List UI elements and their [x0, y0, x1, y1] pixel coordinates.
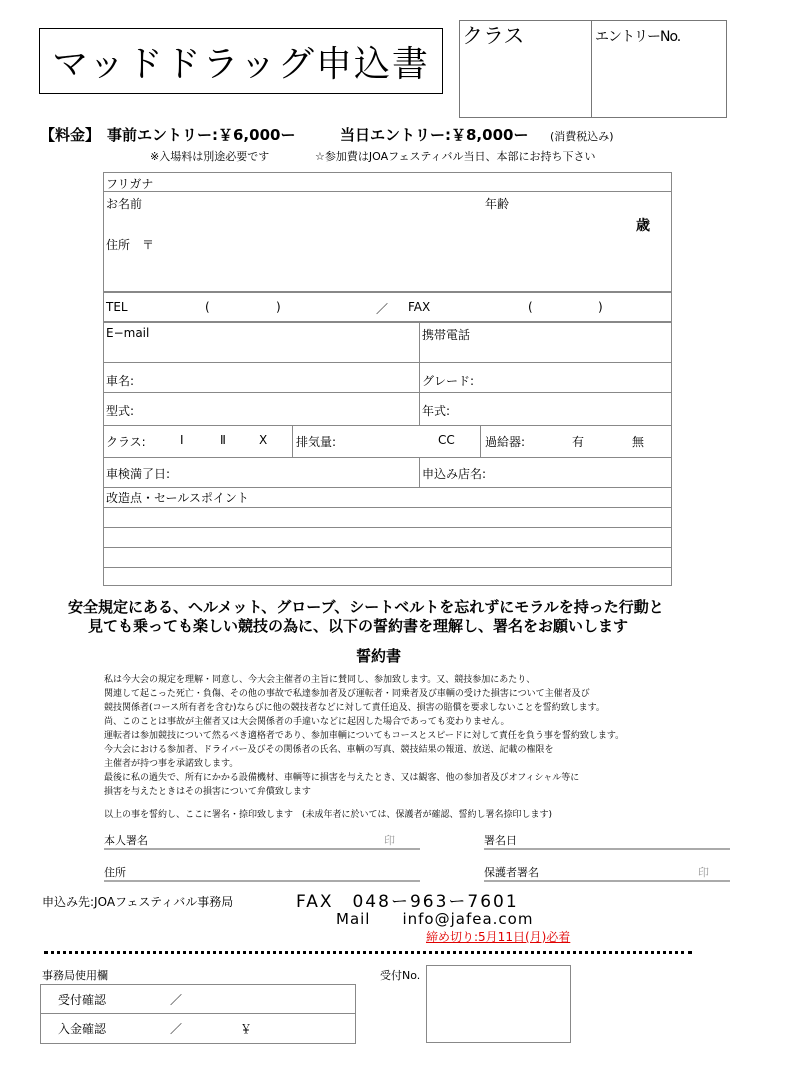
- contact-email: Mail info@jafea.com: [336, 910, 534, 928]
- class-option-1: Ⅰ: [180, 433, 184, 447]
- pledge-closing: 以上の事を誓約し、ここに署名・捺印致します (未成年者に於いては、保護者が確認、誓約し署名捺印します): [104, 810, 553, 820]
- pledge-title: 誓約書: [356, 647, 402, 665]
- car-name-label: 車名:: [106, 374, 135, 388]
- self-signature-label: 本人署名: [104, 834, 148, 847]
- pledge-line: 最後に私の過失で、所有にかかる設備機材、車輌等に損害を与えたとき、又は観客、他の参加者及びオフィシャル等に: [104, 773, 580, 783]
- class-option-x: X: [259, 433, 268, 447]
- entry-no-label: エントリーNo.: [595, 29, 681, 45]
- fax-paren-open: (: [528, 300, 533, 314]
- receipt-check-label: 受付確認: [58, 993, 107, 1007]
- tel-paren-close: ): [276, 300, 281, 314]
- office-use-label: 事務局使用欄: [42, 969, 108, 982]
- deadline: 締め切り:5月11日(月)必着: [426, 930, 571, 944]
- fax-label: FAX: [408, 300, 431, 314]
- pledge-line: 主催者が持つ事を承諾致します。: [104, 759, 239, 769]
- guardian-signature-label: 保護者署名: [484, 866, 539, 879]
- form-title: マッドドラッグ申込書: [39, 28, 443, 94]
- name-label: お名前: [106, 197, 143, 211]
- pledge-line: 損害を与えたときはその損害について弁償致します: [104, 787, 311, 797]
- fee-label: 【料金】: [40, 126, 101, 144]
- safety-line-1: 安全規定にある、ヘルメット、グローブ、シートベルトを忘れずにモラルを持った行動と: [68, 598, 664, 616]
- class-option-2: Ⅱ: [220, 433, 226, 447]
- tax-note: (消費税込み): [550, 130, 614, 143]
- pre-entry-fee: 事前エントリー:￥6,000ー: [107, 126, 296, 144]
- receipt-no-box: [426, 965, 571, 1043]
- year-label: 年式:: [422, 404, 451, 418]
- guardian-signature-line: [484, 880, 730, 882]
- address-label: 住所 〒: [106, 238, 155, 252]
- pledge-line: 尚、このことは事故が主催者又は大会関係者の手違いなどに起因した場合であっても変わりません。: [104, 717, 510, 727]
- yen-sign: ￥: [240, 1022, 253, 1036]
- grade-label: グレード:: [422, 374, 475, 388]
- self-signature-line: [104, 848, 420, 850]
- apply-to: 申込み先:JOAフェスティバル事務局: [42, 895, 234, 909]
- mods-label: 改造点・セールスポイント: [106, 491, 249, 505]
- tel-label: TEL: [106, 300, 128, 314]
- class-field-label: クラス:: [106, 435, 146, 449]
- email-label: E−mail: [106, 326, 150, 340]
- mobile-label: 携帯電話: [422, 328, 471, 342]
- safety-line-2: 見ても乗っても楽しい競技の為に、以下の誓約書を理解し、署名をお願いします: [88, 617, 629, 635]
- inspection-label: 車検満了日:: [106, 467, 171, 481]
- pledge-line: 運転者は参加競技について然るべき適格者であり、参加車輌についてもコースとスピードに対して責任を負う事を誓約致します。: [104, 731, 625, 741]
- model-label: 型式:: [106, 404, 135, 418]
- admission-note: ※入場料は別途必要です: [150, 150, 270, 163]
- pledge-line: 今大会における参加者、ドライバー及びその関係者の氏名、車輌の写真、競技結果の報道、放送、記載の権限を: [104, 745, 554, 755]
- cut-line: [44, 951, 692, 954]
- receipt-check-slash: ／: [170, 993, 183, 1007]
- supercharger-yes: 有: [572, 435, 585, 449]
- supercharger-no: 無: [632, 435, 645, 449]
- class-box-divider: [591, 20, 592, 118]
- payment-check-slash: ／: [170, 1022, 183, 1036]
- fax-paren-close: ): [598, 300, 603, 314]
- shop-label: 申込み店名:: [422, 467, 487, 481]
- supercharger-label: 過給器:: [485, 435, 526, 449]
- seal-mark: 印: [384, 834, 395, 847]
- receipt-no-label: 受付No.: [380, 969, 421, 982]
- signature-address-label: 住所: [104, 866, 126, 879]
- payment-note: ☆参加費はJOAフェスティバル当日、本部にお持ち下さい: [315, 150, 596, 163]
- pledge-line: 私は今大会の規定を理解・同意し、今大会主催者の主旨に賛同し、参加致します。又、競技参加にあたり、: [104, 675, 536, 685]
- tel-fax-separator: ／: [376, 302, 389, 316]
- guardian-seal-mark: 印: [698, 866, 709, 879]
- signature-address-line: [104, 880, 420, 882]
- fax-number: FAX 048ー963ー7601: [296, 892, 519, 912]
- displacement-label: 排気量:: [296, 435, 337, 449]
- sign-date-line: [484, 848, 730, 850]
- day-entry-fee: 当日エントリー:￥8,000ー: [340, 126, 529, 144]
- cc-unit: CC: [438, 433, 455, 447]
- sign-date-label: 署名日: [484, 834, 517, 847]
- payment-check-label: 入金確認: [58, 1022, 107, 1036]
- class-label: クラス: [462, 24, 525, 48]
- pledge-line: 競技関係者(コース所有者を含む)ならびに他の競技者などに対して責任追及、損害の賠償を要求しないことを誓約致します。: [104, 703, 605, 713]
- pledge-line: 関連して起こった死亡・負傷、その他の事故で私達参加者及び運転者・同乗者及び車輌の受けた損害について主催者及び: [104, 689, 590, 699]
- age-label: 年齢: [485, 197, 510, 211]
- age-unit: 歳: [636, 218, 650, 234]
- tel-paren-open: (: [205, 300, 210, 314]
- furigana-label: フリガナ: [106, 177, 154, 191]
- application-form-table: [103, 172, 672, 586]
